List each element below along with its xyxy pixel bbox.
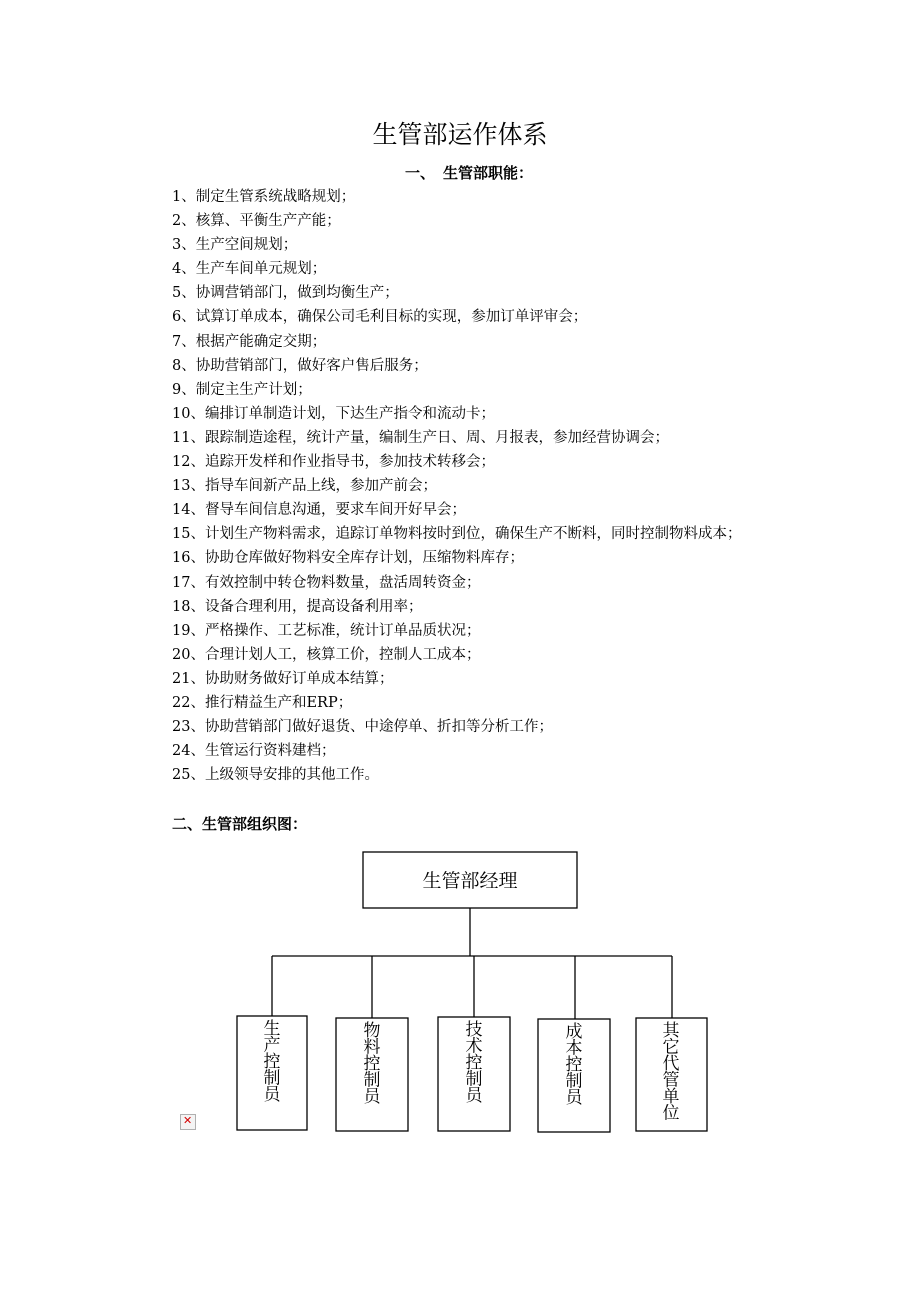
org-root-label: 生管部经理 [422, 870, 518, 892]
function-item: 23、协助营销部门做好退货、中途停单、折扣等分析工作； [172, 719, 553, 736]
function-item: 2、核算、平衡生产产能； [172, 213, 341, 230]
function-item: 1、制定生管系统战略规划； [172, 189, 356, 205]
function-item: 10、编排订单制造计划，下达生产指令和流动卡； [172, 405, 495, 422]
function-item: 7、根据产能确定交期； [172, 333, 327, 350]
function-item: 25、上级领导安排的其他工作。 [172, 767, 379, 784]
function-item: 22、推行精益生产和ERP； [172, 694, 353, 711]
function-item: 24、生管运行资料建档； [172, 743, 336, 760]
org-child-label: 生产控制员 [263, 1019, 281, 1105]
function-item: 8、协助营销部门，做好客户售后服务； [172, 357, 428, 374]
function-item: 19、严格操作、工艺标准，统计订单品质状况； [172, 622, 481, 639]
function-item: 9、制定主生产计划； [172, 381, 312, 398]
section-1-number: 一、 [405, 164, 436, 182]
function-item: 21、协助财务做好订单成本结算； [172, 670, 394, 687]
function-item: 6、试算订单成本，确保公司毛利目标的实现，参加订单评审会； [172, 309, 588, 326]
org-child-label: 成本控制员 [565, 1022, 583, 1108]
org-child-label: 物料控制员 [363, 1021, 381, 1107]
function-item: 12、追踪开发样和作业指导书，参加技术转移会； [172, 454, 495, 471]
function-item: 18、设备合理利用，提高设备利用率； [172, 598, 423, 615]
function-item: 13、指导车间新产品上线，参加产前会； [172, 478, 437, 495]
function-item: 11、跟踪制造途程，统计产量，编制生产日、周、月报表，参加经营协调会； [172, 429, 669, 446]
function-item: 3、生产空间规划； [172, 237, 298, 254]
function-item: 17、有效控制中转仓物料数量，盘活周转资金； [172, 574, 481, 591]
function-item: 20、合理计划人工，核算工价，控制人工成本； [172, 646, 481, 663]
function-item: 16、协助仓库做好物料安全库存计划，压缩物料库存； [172, 550, 524, 567]
function-item: 15、计划生产物料需求，追踪订单物料按时到位，确保生产不断料，同时控制物料成本； [172, 526, 742, 543]
broken-image-icon [180, 1114, 196, 1130]
function-item: 5、协调营销部门，做到均衡生产； [172, 285, 399, 302]
org-child-label: 其它代管单位 [662, 1021, 680, 1124]
org-child-label: 技术控制员 [465, 1020, 483, 1106]
page-title: 生管部运作体系 [372, 120, 548, 149]
section-2-heading: 二、生管部组织图： [172, 815, 308, 833]
section-1-title: 生管部职能： [443, 164, 534, 182]
function-item: 4、生产车间单元规划； [172, 261, 327, 278]
function-item: 14、督导车间信息沟通，要求车间开好早会； [172, 502, 466, 519]
